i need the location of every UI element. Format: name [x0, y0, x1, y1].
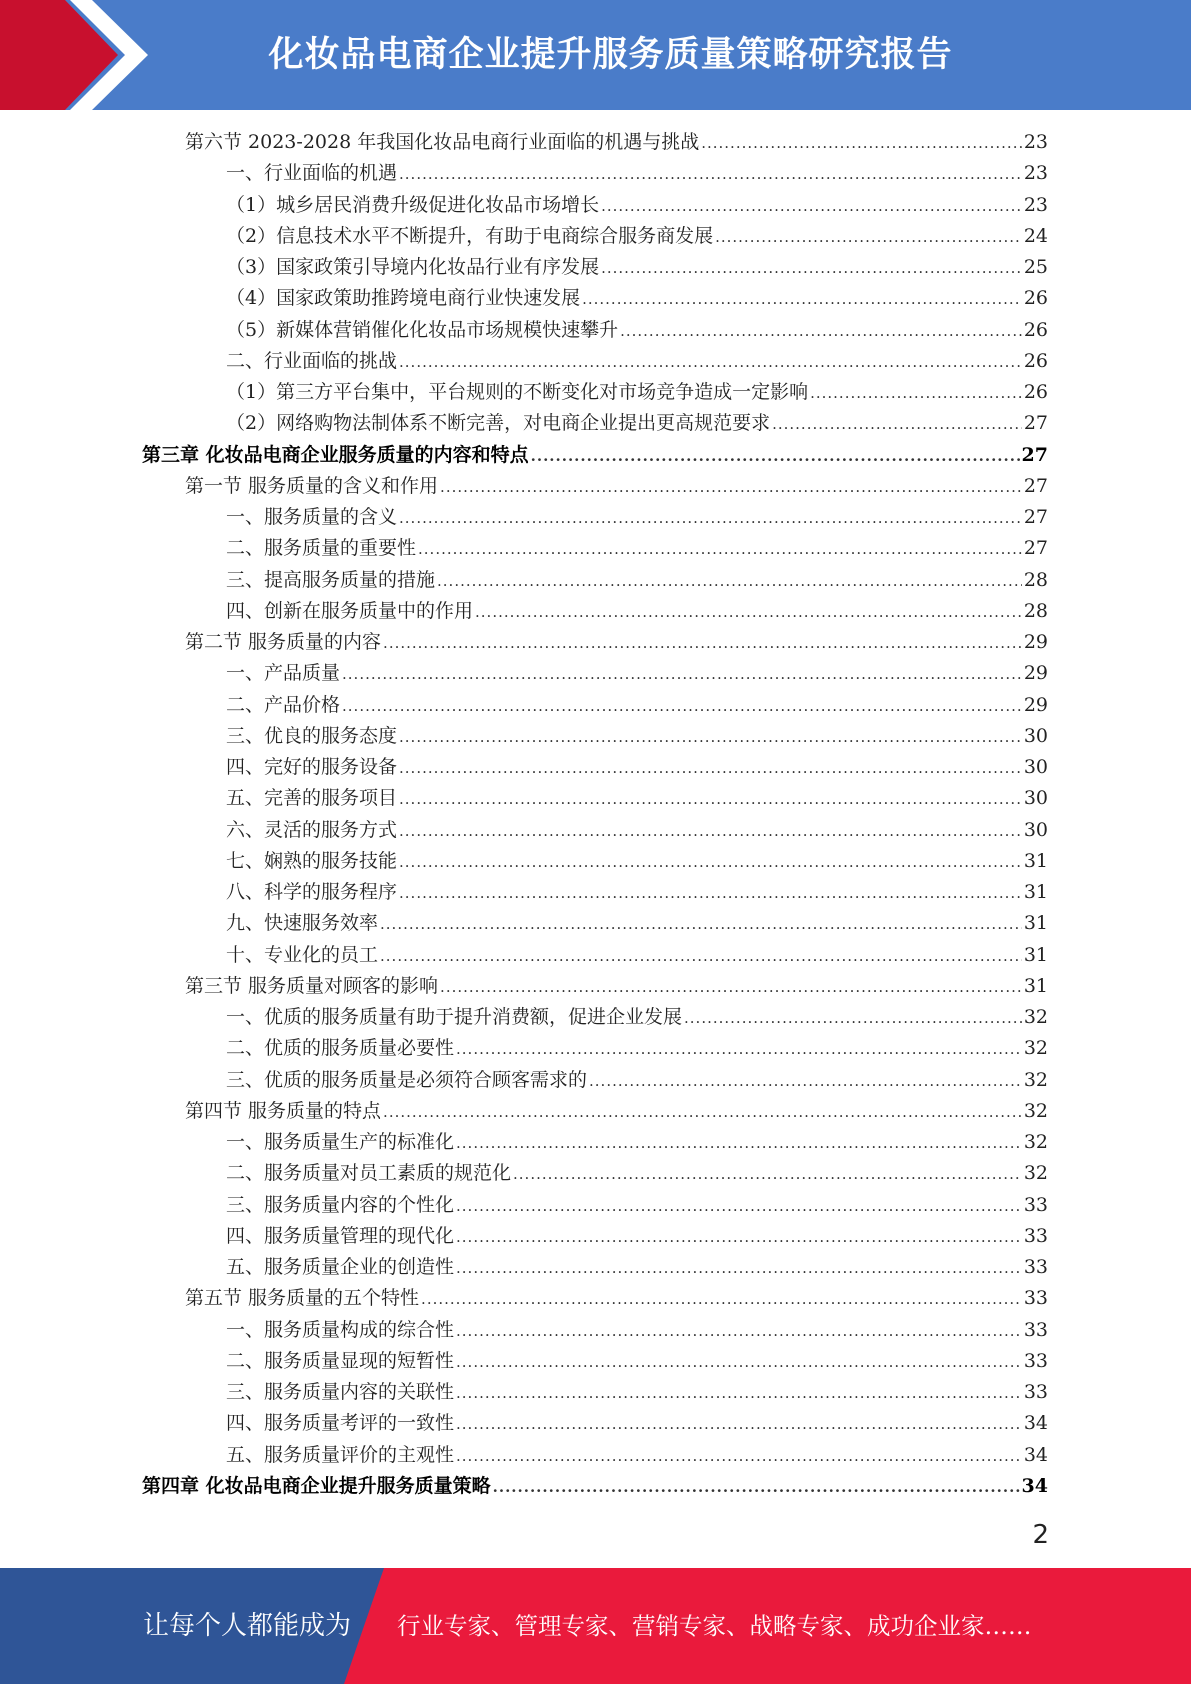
toc-entry-label: 第五节 服务质量的五个特性 [185, 1287, 420, 1310]
toc-entry-page: 26 [1023, 349, 1048, 372]
toc-entry-label: （4）国家政策助推跨境电商行业快速发展 [226, 287, 581, 310]
toc-entry-page: 29 [1023, 631, 1048, 653]
toc-entry[interactable] [142, 408, 1048, 439]
toc-entry-page: 30 [1023, 787, 1048, 810]
toc-dot-leader [399, 816, 1022, 847]
toc-entry[interactable] [142, 440, 1048, 471]
toc-dot-leader [399, 347, 1022, 378]
toc-entry-page: 26 [1023, 381, 1048, 403]
toc-dot-leader [342, 659, 1022, 690]
toc-entry[interactable] [142, 346, 1048, 377]
toc-entry-page: 33 [1023, 1224, 1048, 1247]
page-number: 2 [1032, 1520, 1049, 1550]
toc-entry-page: 32 [1023, 1131, 1048, 1153]
toc-dot-leader [383, 1097, 1022, 1128]
toc-entry[interactable] [142, 1440, 1048, 1471]
toc-dot-leader [456, 1316, 1022, 1347]
toc-entry-label: 一、行业面临的机遇 [226, 162, 398, 185]
toc-entry[interactable] [142, 565, 1048, 596]
toc-entry-page: 27 [1023, 412, 1048, 435]
toc-entry-label: 八、科学的服务程序 [226, 881, 398, 903]
toc-entry-label: 七、娴熟的服务技能 [226, 849, 398, 872]
toc-entry-page: 33 [1023, 1381, 1048, 1403]
toc-entry-label: 第一节 服务质量的含义和作用 [185, 474, 439, 497]
toc-entry-page: 24 [1023, 224, 1048, 247]
toc-dot-leader [421, 1284, 1022, 1315]
toc-entry[interactable] [142, 658, 1048, 689]
table-of-contents [142, 127, 1048, 1502]
toc-entry-label: 五、服务质量评价的主观性 [226, 1443, 455, 1466]
toc-entry-page: 31 [1023, 849, 1048, 872]
toc-entry-label: 四、完好的服务设备 [226, 756, 398, 778]
toc-entry[interactable] [142, 971, 1048, 1002]
footer-slogan-left: 让每个人都能成为 [143, 1611, 352, 1641]
toc-entry[interactable] [142, 1158, 1048, 1189]
toc-entry[interactable] [142, 721, 1048, 752]
toc-dot-leader [437, 566, 1022, 597]
toc-dot-leader [456, 1034, 1022, 1065]
toc-dot-leader [582, 284, 1022, 315]
toc-entry[interactable] [142, 940, 1048, 971]
toc-dot-leader [456, 1253, 1022, 1284]
toc-entry-page: 32 [1023, 1068, 1048, 1091]
toc-dot-leader [440, 972, 1022, 1003]
toc-entry-page: 27 [1023, 506, 1048, 528]
toc-dot-leader [513, 1159, 1022, 1190]
toc-entry-label: 一、服务质量的含义 [226, 506, 398, 528]
toc-entry[interactable] [142, 1377, 1048, 1408]
toc-dot-leader [684, 1003, 1022, 1034]
toc-entry-label: 二、产品价格 [226, 693, 341, 716]
toc-dot-leader [715, 222, 1022, 253]
toc-entry[interactable] [142, 1221, 1048, 1252]
toc-entry-label: 六、灵活的服务方式 [226, 818, 398, 841]
toc-entry-page: 33 [1023, 1256, 1048, 1278]
toc-entry[interactable] [142, 877, 1048, 908]
toc-entry-label: 二、行业面临的挑战 [226, 349, 398, 372]
toc-dot-leader [456, 1347, 1022, 1378]
toc-entry[interactable] [142, 1252, 1048, 1283]
toc-entry-label: 三、优良的服务态度 [226, 724, 398, 747]
toc-dot-leader [456, 1409, 1022, 1440]
toc-entry[interactable] [142, 533, 1048, 564]
toc-entry-label: 二、服务质量对员工素质的规范化 [226, 1162, 512, 1185]
toc-entry-page: 28 [1023, 568, 1048, 591]
toc-dot-leader [456, 1222, 1022, 1253]
toc-entry-label: 五、完善的服务项目 [226, 787, 398, 810]
toc-entry[interactable] [142, 283, 1048, 314]
toc-entry[interactable] [142, 1471, 1048, 1502]
toc-entry-label: 一、服务质量构成的综合性 [226, 1318, 455, 1341]
toc-dot-leader [531, 441, 1020, 472]
toc-entry-page: 23 [1023, 131, 1048, 153]
toc-entry-page: 34 [1023, 1412, 1048, 1435]
toc-entry[interactable] [142, 1315, 1048, 1346]
toc-dot-leader [399, 784, 1022, 815]
toc-entry-page: 32 [1023, 1037, 1048, 1060]
toc-entry[interactable] [142, 315, 1048, 346]
toc-dot-leader [383, 628, 1022, 659]
toc-entry-label: 第三章 化妆品电商企业服务质量的内容和特点 [142, 443, 529, 466]
toc-dot-leader [380, 909, 1022, 940]
toc-entry-label: 第六节 2023-2028 年我国化妆品电商行业面临的机遇与挑战 [185, 131, 700, 153]
toc-entry-page: 23 [1023, 162, 1048, 185]
toc-entry-page: 26 [1023, 287, 1048, 310]
toc-entry-label: （1）第三方平台集中，平台规则的不断变化对市场竞争造成一定影响 [226, 381, 809, 403]
toc-entry[interactable] [142, 502, 1048, 533]
toc-entry-label: （1）城乡居民消费升级促进化妆品市场增长 [226, 193, 600, 216]
toc-dot-leader [399, 847, 1022, 878]
toc-entry-label: 二、优质的服务质量必要性 [226, 1037, 455, 1060]
toc-entry-label: （5）新媒体营销催化化妆品市场规模快速攀升 [226, 318, 619, 341]
toc-entry-page: 31 [1023, 943, 1048, 966]
toc-entry[interactable] [142, 1346, 1048, 1377]
toc-dot-leader [440, 472, 1022, 503]
toc-entry[interactable] [142, 471, 1048, 502]
toc-dot-leader [475, 597, 1022, 628]
toc-dot-leader [418, 534, 1022, 565]
toc-entry[interactable] [142, 1408, 1048, 1439]
toc-entry-label: 三、提高服务质量的措施 [226, 568, 436, 591]
toc-entry-label: 三、优质的服务质量是必须符合顾客需求的 [226, 1068, 588, 1091]
toc-entry[interactable] [142, 377, 1048, 408]
toc-entry-page: 27 [1023, 474, 1048, 497]
toc-entry-page: 26 [1023, 318, 1048, 341]
toc-entry[interactable] [142, 190, 1048, 221]
toc-dot-leader [399, 878, 1022, 909]
toc-entry[interactable] [142, 908, 1048, 939]
toc-entry-label: 一、优质的服务质量有助于提升消费额，促进企业发展 [226, 1006, 683, 1028]
toc-entry-page: 31 [1023, 974, 1048, 997]
toc-entry-page: 32 [1023, 1006, 1048, 1028]
toc-entry-label: 四、服务质量管理的现代化 [226, 1224, 455, 1247]
toc-entry-label: （3）国家政策引导境内化妆品行业有序发展 [226, 256, 600, 278]
toc-entry[interactable] [142, 1190, 1048, 1221]
toc-entry[interactable] [142, 1127, 1048, 1158]
toc-dot-leader [456, 1378, 1022, 1409]
toc-entry-page: 34 [1023, 1443, 1048, 1466]
toc-entry[interactable] [142, 627, 1048, 658]
toc-entry[interactable] [142, 846, 1048, 877]
toc-entry-label: 第四章 化妆品电商企业提升服务质量策略 [142, 1474, 491, 1497]
toc-entry-label: 第三节 服务质量对顾客的影响 [185, 974, 439, 997]
toc-dot-leader [601, 191, 1022, 222]
toc-entry[interactable] [142, 1065, 1048, 1096]
toc-entry-label: 一、服务质量生产的标准化 [226, 1131, 455, 1153]
toc-entry-page: 32 [1023, 1162, 1048, 1185]
toc-entry-page: 33 [1023, 1193, 1048, 1216]
toc-entry[interactable] [142, 1283, 1048, 1314]
toc-entry-page: 25 [1023, 256, 1048, 278]
toc-entry-page: 27 [1023, 537, 1048, 560]
toc-entry-label: 二、服务质量显现的短暂性 [226, 1349, 455, 1372]
footer-banner [0, 1568, 1191, 1684]
toc-entry-page: 28 [1023, 599, 1048, 622]
toc-dot-leader [589, 1066, 1022, 1097]
toc-entry-label: （2）信息技术水平不断提升，有助于电商综合服务商发展 [226, 224, 714, 247]
toc-dot-leader [380, 941, 1022, 972]
toc-dot-leader [493, 1472, 1020, 1503]
toc-entry-page: 29 [1023, 662, 1048, 685]
toc-dot-leader [399, 159, 1022, 190]
toc-entry-page: 30 [1023, 818, 1048, 841]
toc-entry[interactable] [142, 1002, 1048, 1033]
toc-entry-label: 第四节 服务质量的特点 [185, 1099, 382, 1122]
toc-entry-page: 30 [1023, 724, 1048, 747]
toc-entry[interactable] [142, 158, 1048, 189]
toc-dot-leader [456, 1128, 1022, 1159]
toc-entry-page: 31 [1023, 881, 1048, 903]
toc-entry[interactable] [142, 783, 1048, 814]
toc-entry[interactable] [142, 1096, 1048, 1127]
toc-entry-label: 一、产品质量 [226, 662, 341, 685]
report-header [0, 0, 1191, 110]
toc-dot-leader [399, 503, 1022, 534]
toc-dot-leader [342, 691, 1022, 722]
toc-entry-label: 三、服务质量内容的关联性 [226, 1381, 455, 1403]
toc-dot-leader [456, 1441, 1022, 1472]
toc-entry-page: 33 [1023, 1318, 1048, 1341]
toc-entry-label: （2）网络购物法制体系不断完善，对电商企业提出更高规范要求 [226, 412, 771, 435]
toc-entry[interactable] [142, 127, 1048, 158]
toc-entry-label: 四、创新在服务质量中的作用 [226, 599, 474, 622]
toc-entry-label: 二、服务质量的重要性 [226, 537, 417, 560]
toc-entry[interactable] [142, 690, 1048, 721]
toc-entry[interactable] [142, 1033, 1048, 1064]
toc-entry-page: 30 [1023, 756, 1048, 778]
toc-entry[interactable] [142, 252, 1048, 283]
toc-dot-leader [456, 1191, 1022, 1222]
toc-dot-leader [701, 128, 1022, 159]
toc-entry[interactable] [142, 221, 1048, 252]
toc-entry-label: 第二节 服务质量的内容 [185, 631, 382, 653]
toc-dot-leader [399, 753, 1022, 784]
toc-entry-page: 27 [1021, 443, 1048, 466]
toc-entry-page: 23 [1023, 193, 1048, 216]
toc-dot-leader [620, 316, 1022, 347]
toc-entry-page: 31 [1023, 912, 1048, 935]
report-title: 化妆品电商企业提升服务质量策略研究报告 [268, 35, 953, 75]
toc-entry[interactable] [142, 752, 1048, 783]
toc-dot-leader [601, 253, 1022, 284]
toc-dot-leader [772, 409, 1022, 440]
toc-entry-label: 九、快速服务效率 [226, 912, 379, 935]
toc-entry[interactable] [142, 815, 1048, 846]
toc-dot-leader [399, 722, 1022, 753]
toc-entry-page: 32 [1023, 1099, 1048, 1122]
toc-entry-label: 五、服务质量企业的创造性 [226, 1256, 455, 1278]
toc-entry-page: 33 [1023, 1287, 1048, 1310]
toc-entry[interactable] [142, 596, 1048, 627]
toc-dot-leader [810, 378, 1022, 409]
toc-entry-page: 33 [1023, 1349, 1048, 1372]
toc-entry-page: 29 [1023, 693, 1048, 716]
toc-entry-label: 四、服务质量考评的一致性 [226, 1412, 455, 1435]
footer-slogan-right: 行业专家、管理专家、营销专家、战略专家、成功企业家…… [397, 1612, 1032, 1640]
toc-entry-page: 34 [1021, 1474, 1048, 1497]
toc-entry-label: 十、专业化的员工 [226, 943, 379, 966]
toc-entry-label: 三、服务质量内容的个性化 [226, 1193, 455, 1216]
